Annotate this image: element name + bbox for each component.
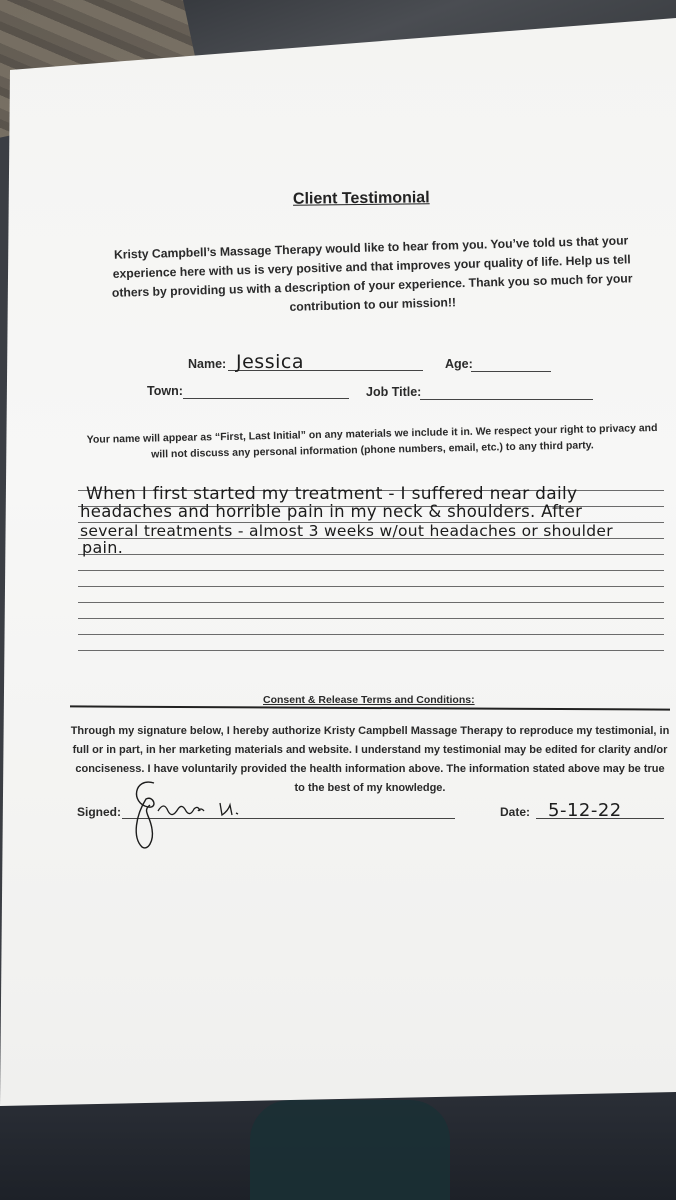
testimonial-rule (78, 650, 664, 651)
form-title: Client Testimonial (292, 189, 430, 208)
testimonial-line[interactable]: pain. (82, 538, 124, 557)
town-label: Town: (147, 384, 183, 398)
testimonial-rule (78, 586, 664, 587)
intro-paragraph: Kristy Campbell’s Massage Therapy would like to hear from you. You’ve told us that your experience here with us is very positive and that improves your quality of life. Help us tell others by providing us with a description of your experience. Thank you so much for your contribution to our mission!! (111, 233, 633, 314)
age-field-line (471, 371, 551, 372)
age-label: Age: (445, 357, 473, 371)
testimonial-rule (78, 602, 664, 603)
testimonial-rule (78, 554, 664, 555)
consent-text: Through my signature below, I hereby authorize Kristy Campbell Massage Therapy to reproduce my testimonial, in full or in part, in her marketing materials and website. I understand my testimonial may be edited for clarity and/or conciseness. I have voluntarily provided the health information above. The information stated above may be true to the best of my knowledge. (70, 725, 670, 794)
signed-label: Signed: (77, 805, 121, 819)
testimonial-line[interactable]: several treatments - almost 3 weeks w/out headaches or shoulder (80, 522, 613, 540)
name-field-value[interactable]: Jessica (236, 351, 304, 373)
testimonial-line[interactable]: headaches and horrible pain in my neck & shoulders. After (80, 502, 583, 521)
date-value[interactable]: 5-12-22 (548, 800, 622, 821)
signature-mark (124, 775, 294, 855)
name-label: Name: (188, 357, 227, 371)
testimonial-rule (78, 618, 664, 619)
town-field-line (183, 398, 349, 399)
job-title-field-line (420, 399, 593, 400)
date-label: Date: (500, 805, 531, 819)
testimonial-line[interactable]: When I first started my treatment - I suffered near daily (86, 484, 578, 504)
job-title-label: Job Title: (366, 385, 422, 399)
consent-title: Consent & Release Terms and Conditions: (263, 694, 475, 706)
background-chair (250, 1100, 450, 1200)
testimonial-rule (78, 570, 664, 571)
privacy-notice: Your name will appear as “First, Last Initial” on any materials we include it in. We respect your right to privacy and will not discuss any personal information (phone numbers, email, etc.) to any third party. (86, 421, 658, 461)
testimonial-rule (78, 634, 664, 635)
